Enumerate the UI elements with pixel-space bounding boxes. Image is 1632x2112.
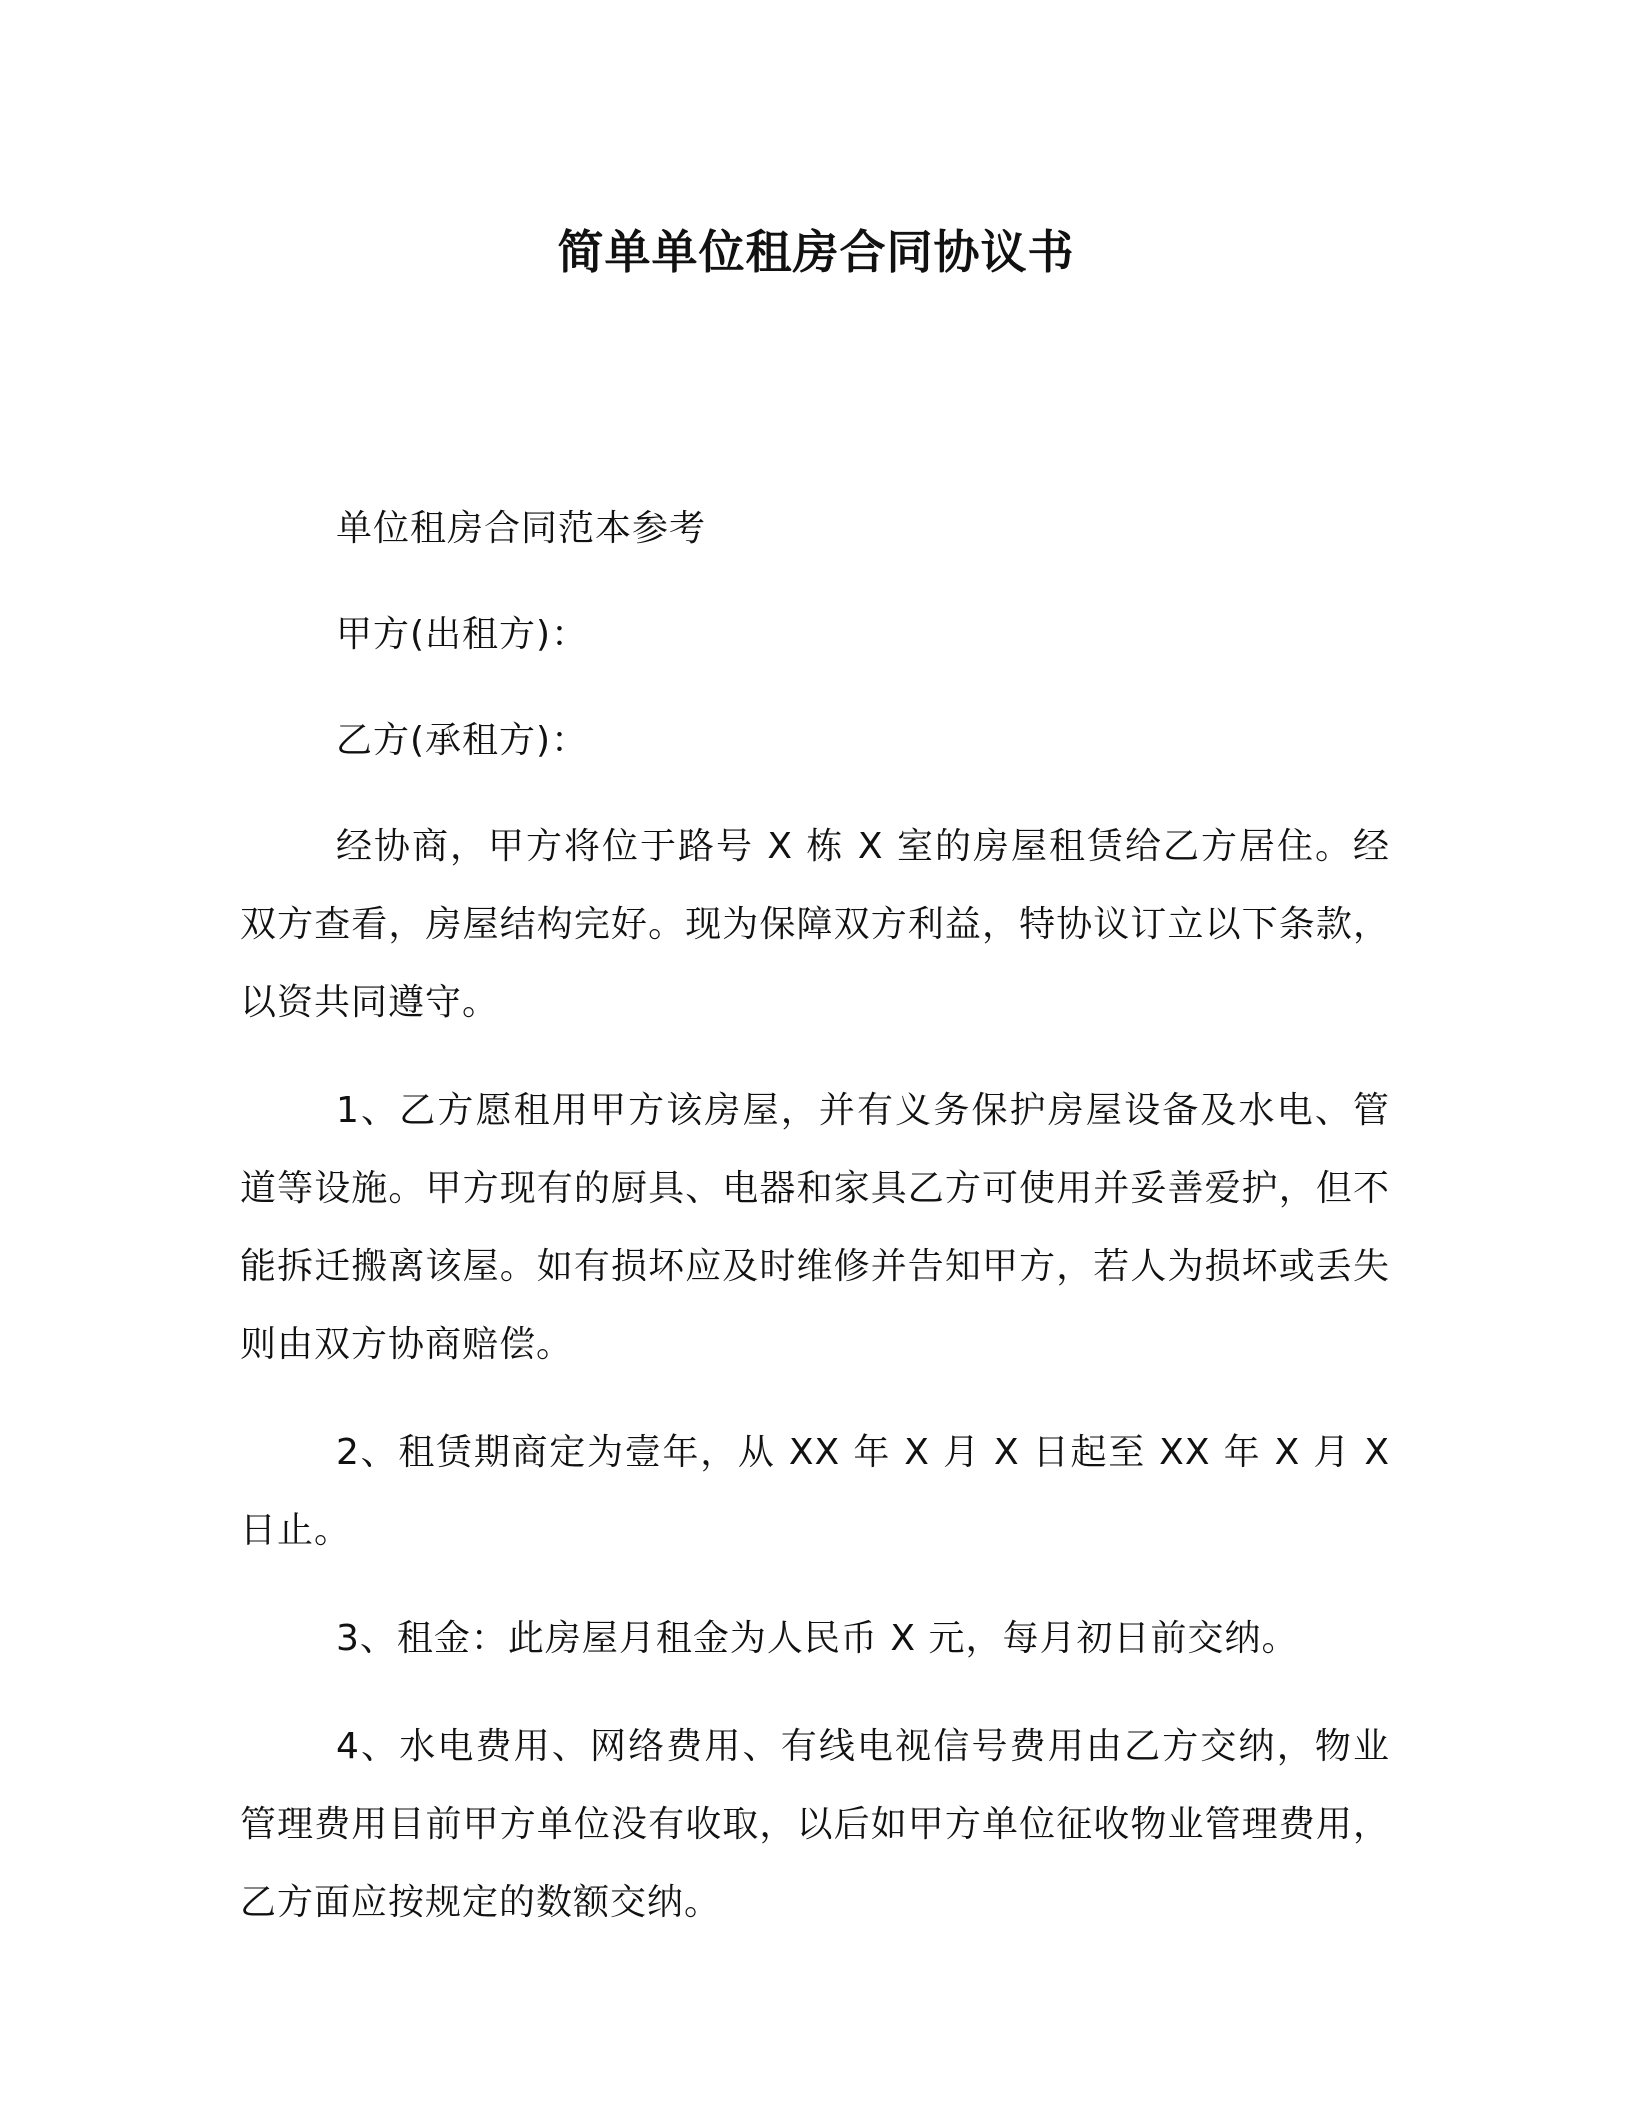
- paragraph-subtitle: 单位租房合同范本参考: [336, 508, 707, 549]
- paragraph-party-a: 甲方(出租方)：: [336, 614, 589, 655]
- document-body: [240, 490, 1390, 1972]
- paragraph-clause-2: 2、租赁期商定为壹年，从 XX 年 X 月 X 日起至 XX 年 X 月 X 日止。: [240, 1432, 1390, 1551]
- paragraph-party-b: 乙方(承租方)：: [336, 720, 589, 761]
- paragraph-intro: 经协商，甲方将位于路号 X 栋 X 室的房屋租赁给乙方居住。经双方查看，房屋结构完好。现为保障双方利益，特协议订立以下条款，以资共同遵守。: [240, 826, 1390, 1023]
- paragraph-clause-3: 3、租金：此房屋月租金为人民币 X 元，每月初日前交纳。: [336, 1618, 1299, 1659]
- paragraph-clause-1: 1、乙方愿租用甲方该房屋，并有义务保护房屋设备及水电、管道等设施。甲方现有的厨具、电器和家具乙方可使用并妥善爱护，但不能拆迁搬离该屋。如有损坏应及时维修并告知甲方，若人为损坏或丢失则由双方协商赔偿。: [240, 1090, 1390, 1365]
- document-title: 简单单位租房合同协议书: [557, 225, 1075, 279]
- paragraph-clause-4: 4、水电费用、网络费用、有线电视信号费用由乙方交纳，物业管理费用目前甲方单位没有收取，以后如甲方单位征收物业管理费用，乙方面应按规定的数额交纳。: [240, 1726, 1390, 1923]
